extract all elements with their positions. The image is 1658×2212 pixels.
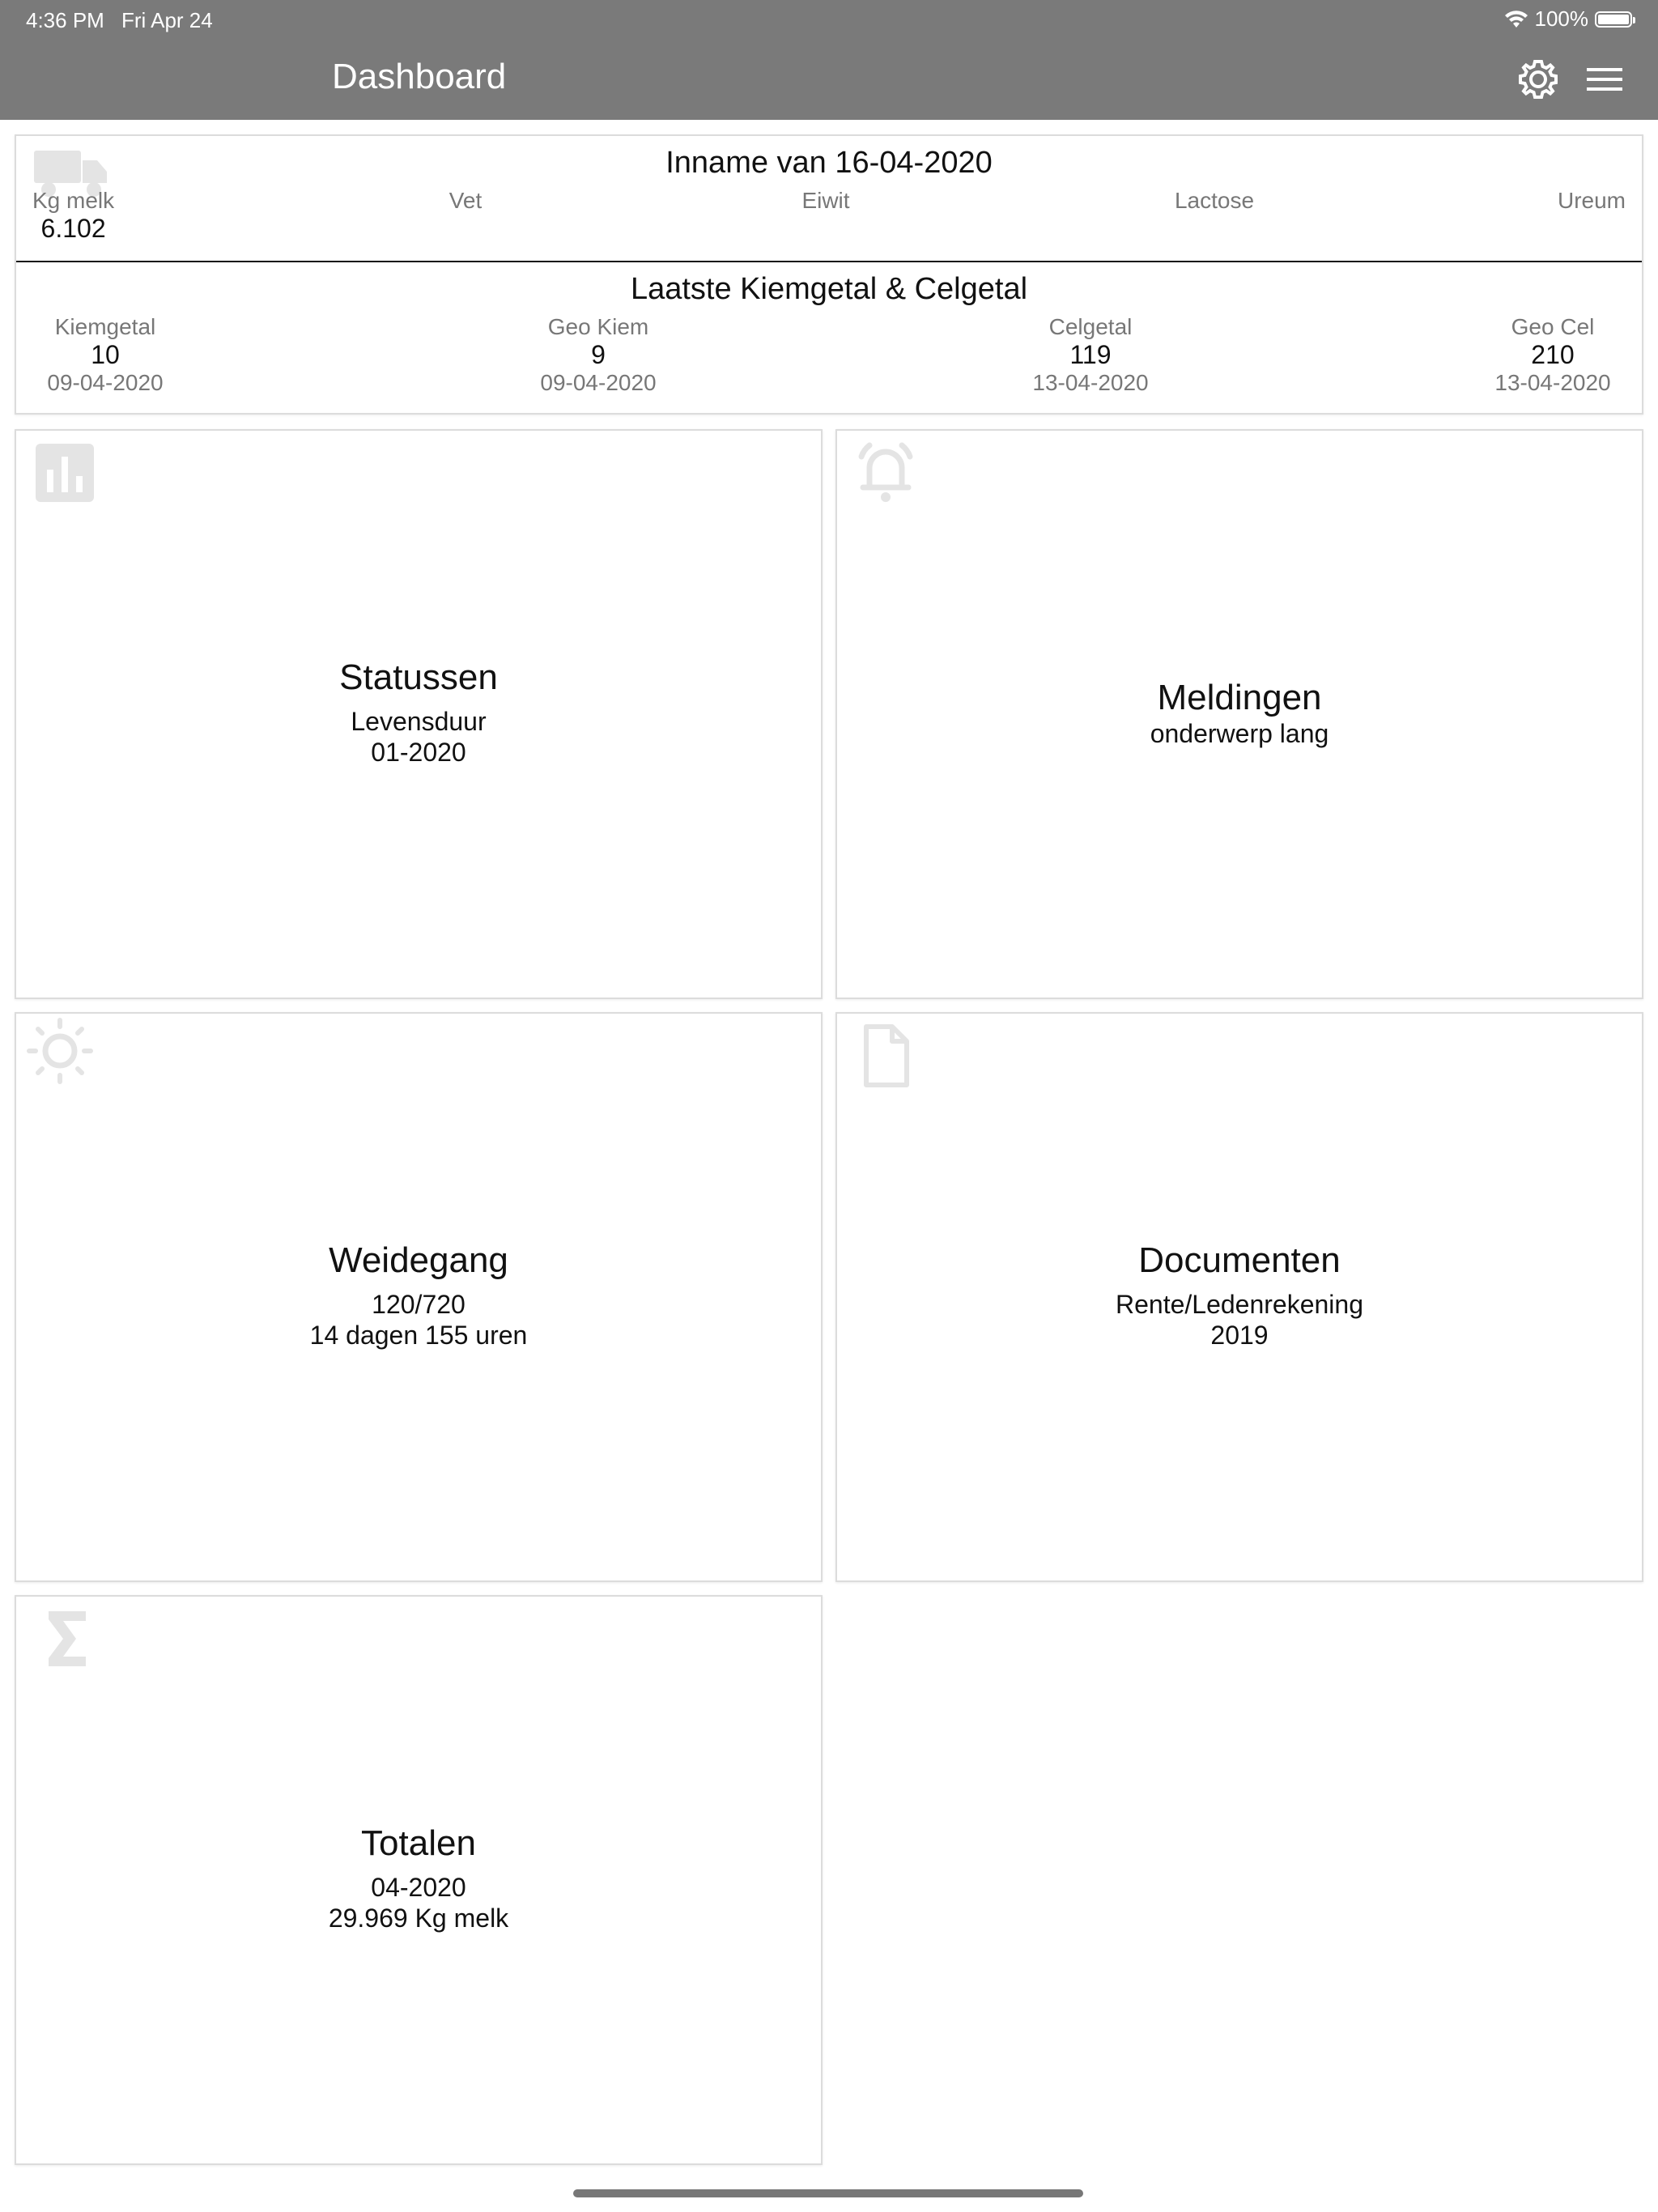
status-time: 4:36 PM: [26, 8, 104, 32]
kiem-column-kiemgetal: [32, 314, 178, 396]
status-indicators: [1504, 6, 1633, 32]
tile-subtitle: onderwerp lang: [1150, 719, 1329, 748]
bell-icon: [852, 439, 920, 507]
intake-card[interactable]: [15, 134, 1643, 415]
tile-statussen[interactable]: [15, 429, 823, 999]
kiem-date: 13-04-2020: [1494, 370, 1611, 395]
kiem-value: 9: [591, 340, 606, 369]
tile-documenten[interactable]: [835, 1012, 1643, 1582]
home-indicator[interactable]: [573, 2189, 1083, 2197]
tile-detail: 01-2020: [371, 738, 466, 767]
intake-label: Kg melk: [32, 188, 115, 213]
kiem-value: 210: [1531, 340, 1575, 369]
wifi-icon: [1504, 10, 1528, 29]
tile-subtitle: Rente/Ledenrekening: [1115, 1290, 1363, 1319]
intake-column-kg-melk: [32, 188, 114, 244]
intake-label: Ureum: [1557, 188, 1626, 213]
tile-subtitle: 120/720: [372, 1290, 466, 1319]
intake-column-vet: [421, 188, 510, 214]
tile-detail: 14 dagen 155 uren: [309, 1321, 528, 1350]
tile-title: Weidegang: [329, 1240, 508, 1280]
kiem-label: Celgetal: [1048, 314, 1133, 339]
kiem-date: 09-04-2020: [540, 370, 657, 395]
sigma-icon: [31, 1605, 99, 1673]
kiem-value: 119: [1069, 340, 1112, 369]
sun-icon: [26, 1017, 94, 1085]
hamburger-menu-icon: [1580, 55, 1629, 104]
kiem-date: 09-04-2020: [47, 370, 164, 395]
tile-subtitle: Levensduur: [351, 707, 487, 736]
gear-icon: [1514, 55, 1562, 104]
menu-button[interactable]: [1580, 55, 1629, 104]
intake-label: Eiwit: [801, 188, 850, 213]
intake-title: Inname van 16-04-2020: [665, 146, 993, 180]
battery-percentage: 100%: [1534, 6, 1588, 31]
intake-column-eiwit: [769, 188, 882, 214]
tile-subtitle: 04-2020: [371, 1873, 466, 1902]
tile-detail: 2019: [1210, 1321, 1269, 1350]
settings-button[interactable]: [1514, 55, 1562, 104]
status-date: Fri Apr 24: [121, 8, 213, 32]
kiem-value: 10: [91, 340, 120, 369]
tile-title: Totalen: [361, 1823, 476, 1863]
tile-meldingen[interactable]: [835, 429, 1643, 999]
tile-title: Documenten: [1138, 1240, 1341, 1280]
navigation-bar: [0, 39, 1658, 120]
intake-label: Vet: [449, 188, 483, 213]
section-divider: [16, 261, 1642, 262]
kiem-label: Geo Cel: [1511, 314, 1595, 339]
tile-title: Meldingen: [1157, 678, 1322, 717]
kiemgetal-title: Laatste Kiemgetal & Celgetal: [630, 272, 1028, 306]
bar-chart-icon: [31, 439, 99, 507]
kiem-label: Kiemgetal: [54, 314, 156, 339]
page-title: Dashboard: [332, 57, 507, 96]
tile-weidegang[interactable]: [15, 1012, 823, 1582]
kiem-column-geo-kiem: [525, 314, 671, 396]
kiem-date: 13-04-2020: [1032, 370, 1149, 395]
tile-title: Statussen: [339, 657, 498, 697]
intake-column-lactose: [1150, 188, 1279, 214]
document-icon: [852, 1022, 920, 1090]
tile-detail: 29.969 Kg melk: [328, 1904, 509, 1933]
intake-value: 6.102: [40, 214, 106, 243]
intake-label: Lactose: [1174, 188, 1255, 213]
battery-icon: [1595, 11, 1632, 28]
kiem-column-celgetal: [1018, 314, 1163, 396]
intake-column-ureum: [1558, 188, 1626, 214]
status-bar: [0, 0, 1658, 39]
tile-totalen[interactable]: [15, 1595, 823, 2165]
kiem-column-geo-cel: [1480, 314, 1626, 396]
kiem-label: Geo Kiem: [547, 314, 649, 339]
